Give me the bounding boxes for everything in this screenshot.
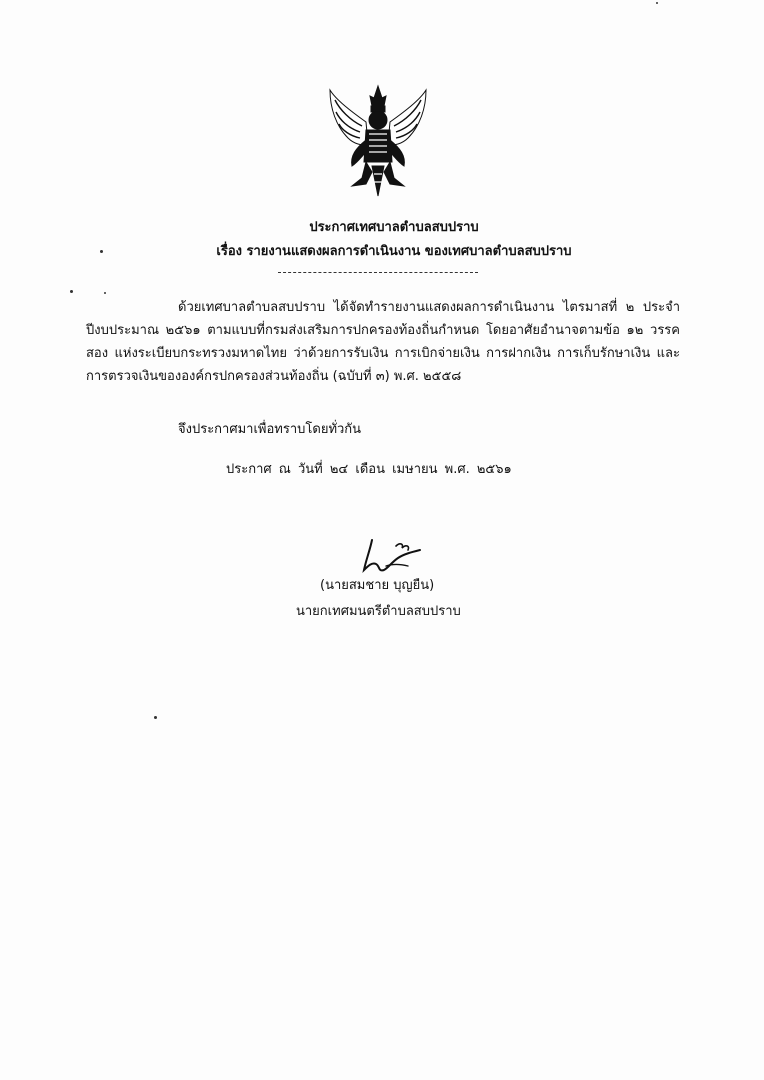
scan-speck: [70, 290, 73, 293]
document-title: ประกาศเทศบาลตำบลสบปราบ: [309, 220, 479, 235]
divider-line: [278, 272, 478, 273]
closing-statement: จึงประกาศมาเพื่อทราบโดยทั่วกัน: [178, 422, 362, 437]
document-subject: เรื่อง รายงานแสดงผลการดำเนินงาน ของเทศบาลตำบลสบปราบ: [216, 244, 572, 259]
dateline: ประกาศ ณ วันที่ ๒๔ เดือน เมษายน พ.ศ. ๒๕๖๑: [226, 462, 512, 477]
handwritten-signature: [358, 536, 430, 578]
garuda-emblem-icon: [322, 82, 434, 200]
scan-speck: [100, 250, 103, 253]
signer-title: นายกเทศมนตรีตำบลสบปราบ: [296, 604, 461, 619]
scan-speck: [656, 2, 658, 4]
scan-speck: [154, 716, 157, 719]
document-body: ด้วยเทศบาลตำบลสบปราบ ได้จัดทำรายงานแสดงผลการดำเนินงาน ไตรมาสที่ ๒ ประจำปีงบประมาณ ๒๕๖๑ ตามแบบที่กรมส่งเสริมการปกครองท้องถิ่นกำหนด โดยอาศัยอำนาจตามข้อ ๑๒ วรรคสอง แห่งระเบียบกระทรวงมหาดไทย ว่าด้วยการรับเงิน การเบิกจ่ายเงิน การฝากเงิน การเก็บรักษาเงิน และการตรวจเงินขององค์กรปกครองส่วนท้องถิ่น (ฉบับที่ ๓) พ.ศ. ๒๕๕๘: [86, 300, 680, 384]
scan-speck: [104, 292, 106, 294]
signer-name: (นายสมชาย บุญยืน): [320, 578, 435, 593]
